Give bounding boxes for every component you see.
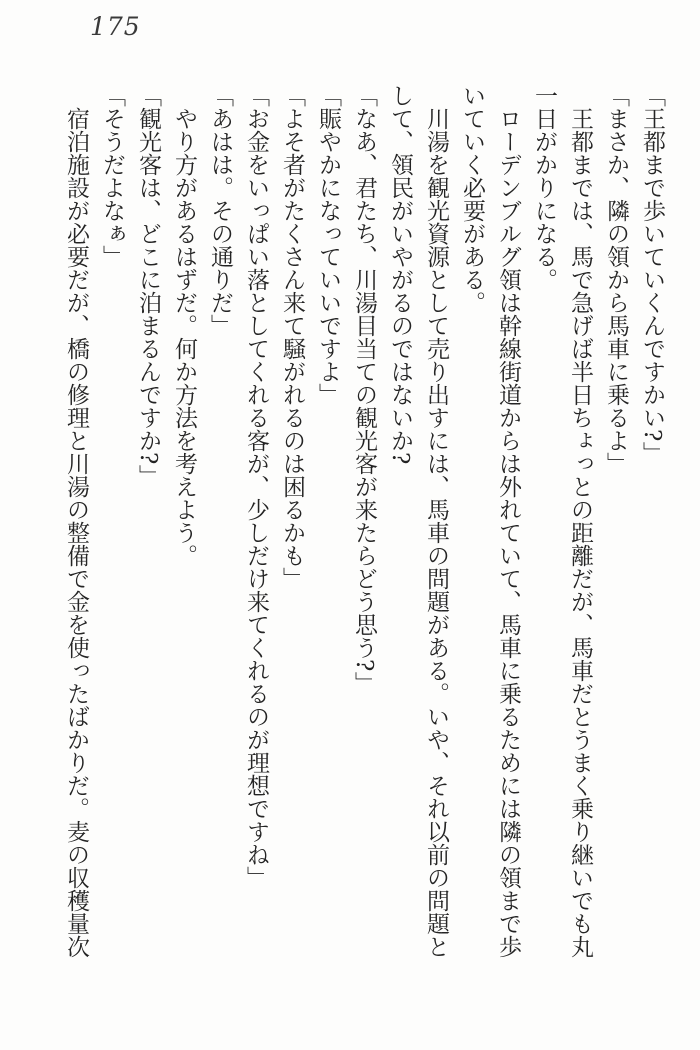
paragraph: 「そうだよなぁ」 (99, 84, 125, 268)
text-body (58, 84, 670, 960)
paragraph: 「あはは。その通りだ」 (207, 84, 233, 337)
paragraph: 王都までは、馬で急げば半日ちょっとの距離だが、馬車だとうまく乗り継いでも丸一日がかりになる。 (531, 84, 593, 958)
paragraph: 川湯を観光資源として売り出すには、馬車の問題がある。いや、それ以前の問題として、領民がいやがるのではないか? (387, 84, 449, 958)
paragraph: 「よそ者がたくさん来て騒がれるのは困るかも」 (279, 84, 305, 590)
paragraph: 「お金をいっぱい落としてくれる客が、少しだけ来てくれるのが理想ですね」 (243, 84, 269, 889)
paragraph: 「なあ、君たち、川湯目当ての観光客が来たらどう思う?」 (351, 84, 377, 695)
paragraph: 「観光客は、どこに泊まるんですか?」 (135, 84, 161, 488)
paragraph: 宿泊施設が必要だが、橋の修理と川湯の整備で金を使ったばかりだ。麦の収穫量次 (63, 107, 89, 958)
paragraph: 「まさか、隣の領から馬車に乗るよ」 (603, 84, 629, 475)
paragraph: やり方があるはずだ。何か方法を考えよう。 (171, 107, 197, 567)
page-number: 175 (90, 12, 141, 41)
paragraph: 「賑やかになっていいですよ」 (315, 84, 341, 406)
paragraph: ローデンブルグ領は幹線街道からは外れていて、馬車に乗るためには隣の領まで歩いていく必要がある。 (459, 84, 521, 958)
paragraph: 「王都まで歩いていくんですかい?」 (639, 84, 665, 465)
